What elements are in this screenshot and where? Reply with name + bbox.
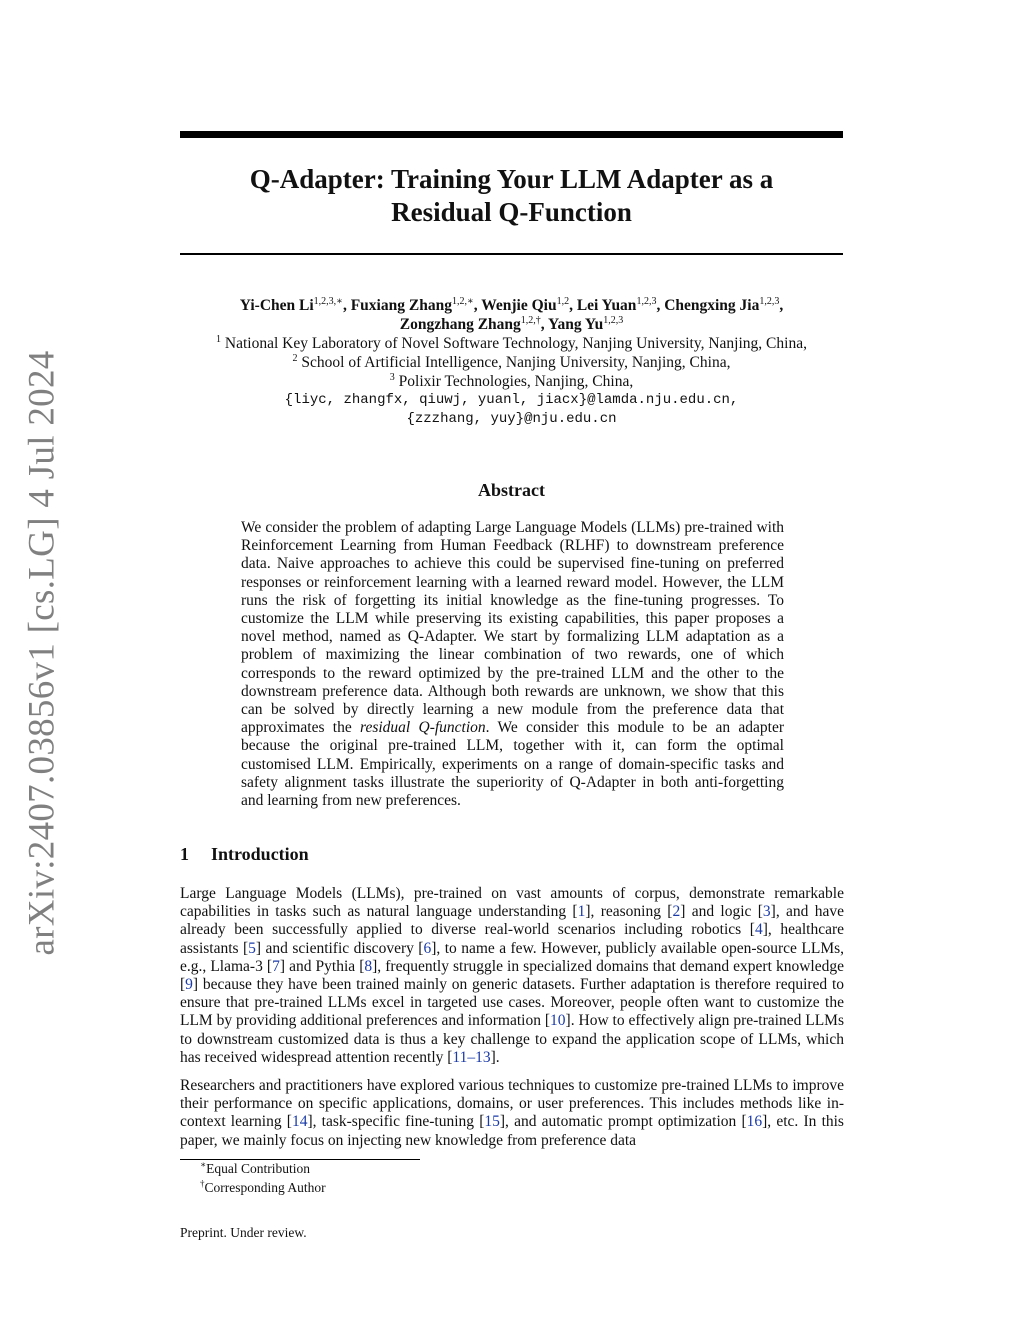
affiliation-1 — [180, 334, 843, 353]
preprint-notice: Preprint. Under review. — [180, 1225, 307, 1240]
citation-link[interactable]: 6 — [423, 939, 432, 957]
abstract-italic-term: residual Q-function — [360, 719, 486, 737]
author-line-2: Zongzhang Zhang$^{1,2,\dagger}$, Yang Yu$^{1,2,3}$ — [399, 314, 624, 333]
citation-link[interactable]: 14 — [291, 1113, 308, 1131]
footnote-mark: ∗ — [200, 1159, 207, 1170]
author-name: Wenjie Qiu — [481, 297, 557, 314]
intro-paragraph-2 — [180, 1077, 844, 1150]
section-number: 1 — [180, 844, 189, 864]
paragraph-text: ], task-specific fine-tuning [ — [307, 1113, 485, 1131]
author-name: Fuxiang Zhang — [350, 297, 452, 314]
author-name: Yang Yu — [547, 316, 604, 333]
citation-link[interactable]: 4 — [754, 921, 763, 939]
paragraph-text: ], reasoning [ — [585, 903, 673, 921]
title-rule-top — [180, 131, 843, 138]
paragraph-text: ] because they have been trained mainly on generic datasets. Further adaptation is therefore required to ensure that pre-trained LLMs excel in targeted use cases. Moreover, people often want to customize the LLM by providing additional preferences and information [ — [180, 976, 844, 1030]
title-line-2: Residual Q-Function — [391, 197, 632, 227]
abstract-text-2: . We consider this module to be an adapter because the original pre-trained LLM, together with it, can form the optimal customised LLM. Empirically, experiments on a range of domain-specific tasks and safety alignment tasks illustrate the superiority of Q-Adapter in both anti-forgetting and learning from new preferences. — [241, 719, 784, 810]
paragraph-text: ], frequently struggle in specialized domains that demand expert knowledge [ — [180, 957, 844, 994]
citation-link[interactable]: 5 — [248, 939, 256, 957]
paper-title — [180, 163, 843, 229]
paragraph-text: ], and automatic prompt optimization [ — [499, 1113, 747, 1131]
author-affiliation-marks: 1,2,∗ — [451, 295, 474, 307]
paragraph-text: ] and Pythia [ — [279, 957, 365, 975]
author-name: Chengxing Jia — [664, 297, 760, 314]
footnote-text: Equal Contribution — [206, 1161, 310, 1176]
citation-link[interactable]: 15 — [484, 1113, 500, 1131]
citation-link[interactable]: 10 — [550, 1012, 566, 1030]
paragraph-text: Researchers and practitioners have explored various techniques to customize pre-trained LLMs to improve their performance on specific applications, domains, or user preferences. This includes methods like in-context learning [ — [180, 1077, 844, 1131]
section-title: Introduction — [211, 844, 309, 864]
author-line-1: Yi-Chen $Li^{1,2,3,∗}$, Fuxiang Zhang$^{1,2,∗}$, Wenjie Qiu$^{1,2}$, Lei Yuan$^{1,2,3}$, Chengxing Jia$^{1,2,3}$, — [239, 295, 784, 314]
title-line-1: Q-Adapter: Training Your LLM Adapter as a — [249, 164, 774, 194]
affiliation-text: National Key Laboratory of Novel Software Technology, Nanjing University, Nanjing, China, — [224, 335, 807, 352]
affiliation-number: 1 — [216, 333, 222, 345]
email-line-1: {liyc, zhangfx, qiuwj, yuanl, jiacx}@lamda.nju.edu.cn, — [284, 392, 739, 408]
paragraph-text: ], to name a few. However, publicly available open-source LLMs, e.g., Llama-3 [ — [180, 939, 845, 975]
email-line-2: {zzzhang, yuy}@nju.edu.cn — [406, 411, 617, 427]
citation-link[interactable]: 9 — [185, 976, 193, 994]
footnote-equal-contribution — [200, 1160, 310, 1177]
citation-link[interactable]: 11–13 — [452, 1048, 491, 1066]
abstract-heading: Abstract — [478, 480, 545, 500]
author-name: Yi-Chen Li — [239, 297, 314, 314]
citation-link[interactable]: 7 — [272, 957, 280, 975]
author-block — [180, 296, 843, 429]
affiliation-2 — [180, 353, 843, 372]
citation-link[interactable]: 8 — [364, 957, 373, 975]
footnote-corresponding-author — [200, 1179, 326, 1196]
arxiv-identifier: arXiv:2407.03856v1 [cs.LG] 4 Jul 2024 — [21, 350, 63, 956]
paragraph-text: ] and scientific discovery [ — [255, 939, 424, 957]
title-rule-bottom — [180, 253, 843, 255]
author-name: Zongzhang Zhang — [399, 316, 521, 333]
citation-link[interactable]: 2 — [672, 903, 681, 921]
author-name: Lei Yuan — [576, 297, 637, 314]
affiliation-3 — [180, 372, 843, 391]
citation-link[interactable]: 16 — [746, 1113, 763, 1131]
author-affiliation-marks: 1,2,3 — [759, 295, 780, 307]
affiliation-number: 3 — [389, 371, 395, 383]
paragraph-text: ], healthcare assistants [ — [180, 921, 844, 957]
paragraph-text: ], etc. In this paper, we mainly focus on injecting new knowledge from preference data — [180, 1113, 844, 1149]
author-affiliation-marks: 1,2,3 — [636, 295, 657, 307]
author-affiliation-marks: 1,2,3 — [603, 314, 624, 326]
intro-paragraph-1 — [180, 885, 844, 1067]
affiliation-text: Polixir Technologies, Nanjing, China, — [398, 373, 634, 390]
footnote-mark: † — [200, 1178, 205, 1189]
affiliation-text: School of Artificial Intelligence, Nanjing University, Nanjing, China, — [301, 354, 731, 371]
paragraph-text: ] and logic [ — [680, 903, 763, 921]
author-affiliation-marks: 1,2,† — [520, 314, 541, 326]
section-heading-introduction — [180, 844, 309, 865]
paragraph-text: ]. How to effectively align pre-trained LLMs to downstream customized data is thus a key challenge to expand the application scope of LLMs, which has received widespread attention recently [ — [180, 1012, 844, 1066]
paragraph-text: Large Language Models (LLMs), pre-trained on vast amounts of corpus, demonstrate remarkable capabilities in tasks such as natural language understanding [ — [180, 885, 844, 921]
abstract-body — [241, 519, 784, 810]
author-affiliation-marks: 1,2,3,∗ — [313, 295, 343, 307]
author-affiliation-marks: 1,2 — [556, 295, 570, 307]
paragraph-text: ]. — [490, 1048, 500, 1066]
abstract-text-1: We consider the problem of adapting Large Language Models (LLMs) pre-trained with Reinforcement Learning from Human Feedback (RLHF) to downstream preference data. Naive approaches to achieve this could be supervised fine-tuning on preferred responses or reinforcement learning with a learned reward model. However, the LLM runs the risk of forgetting its initial knowledge as the fine-tuning progresses. To customize the LLM while preserving its existing capabilities, this paper proposes a novel method, named as Q-Adapter. We start by formalizing LLM adaptation as a problem of maximizing the linear combination of two rewards, one of which corresponds to the reward optimized by the pre-trained LLM and the other to the downstream preference data. Although both rewards are unknown, we show that this can be solved by directly learning a new module from the preference data that approximates the — [241, 519, 784, 737]
citation-link[interactable]: 1 — [577, 903, 586, 921]
citation-link[interactable]: 3 — [762, 903, 771, 921]
paragraph-text: ], and have already been successfully applied to diverse real-world scenarios including robotics [ — [180, 903, 844, 939]
footnote-text: Corresponding Author — [204, 1180, 326, 1195]
affiliation-number: 2 — [292, 352, 298, 364]
